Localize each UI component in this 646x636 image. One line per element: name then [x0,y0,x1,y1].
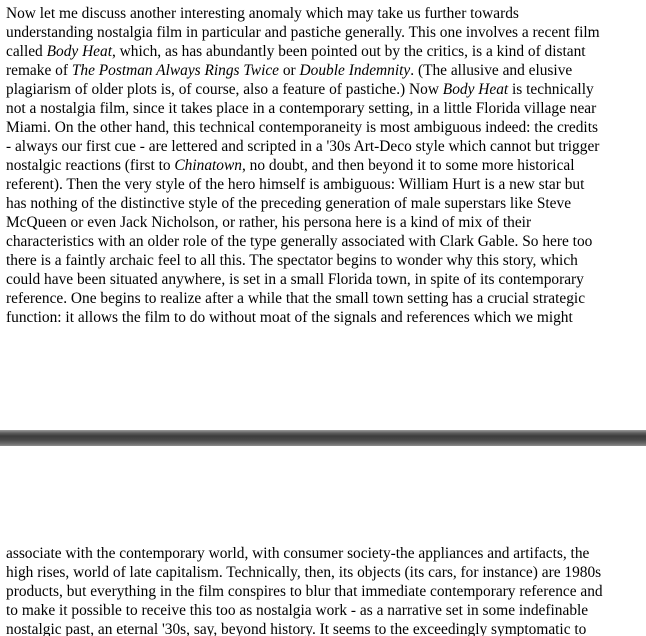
text-run: McQueen or even Jack Nicholson, or rather, his persona here is a kind of mix of their [6,214,532,231]
text-run: function: it allows the film to do without moat of the signals and references which we might [6,309,573,326]
document-page-2 [0,446,646,636]
text-run: , which, as has abundantly been pointed out by the critics, is a kind of distant [111,43,586,60]
italic-title: Body Heat [442,81,509,98]
text-line [6,118,642,137]
text-run: associate with the contemporary world, with consumer society-the appliances and artifacts, the [6,545,590,562]
text-run: could have been situated anywhere, is set in a small Florida town, in spite of its contemporary [6,271,584,288]
italic-title: Double Indemnity [299,62,411,79]
text-line [6,175,642,194]
italic-title: The Postman Always Rings Twice [71,62,280,79]
text-run: nostalgic reactions (first to [6,157,175,174]
text-line [6,42,642,61]
page-2-text-block [6,544,642,636]
text-run: high rises, world of late capitalism. Technically, then, its objects (its cars, for instance) are 1980s [6,564,602,581]
text-line [6,156,642,175]
page-separator [0,430,646,446]
text-line [6,270,642,289]
text-run: understanding nostalgia film in particular and pastiche generally. This one involves a recent film [6,24,600,41]
text-run: plagiarism of older plots is, of course, also a feature of pastiche.) Now [6,81,443,98]
text-run: referent). Then the very style of the hero himself is ambiguous: William Hurt is a new star but [6,176,585,193]
text-line [6,563,642,582]
text-run: called [6,43,47,60]
text-line [6,308,642,327]
text-line [6,80,642,99]
text-run: . (The allusive and elusive [410,62,573,79]
text-run: or [279,62,300,79]
text-line [6,213,642,232]
text-run: nostalgic past, an eternal '30s, say, beyond history. It seems to the exceedingly symptomatic to [6,621,587,636]
italic-title: Chinatown [174,157,242,174]
text-run: Miami. On the other hand, this technical contemporaneity is most ambiguous indeed: the credits [6,119,598,136]
text-run: Now let me discuss another interesting anomaly which may take us further towards [6,5,519,22]
text-line [6,194,642,213]
italic-title: Body Heat [46,43,112,60]
text-run: is technically [508,81,594,98]
text-line [6,23,642,42]
text-line [6,232,642,251]
text-run: not a nostalgia film, since it takes place in a contemporary setting, in a little Florida village near [6,100,597,117]
text-line [6,137,642,156]
text-run: there is a faintly archaic feel to all this. The spectator begins to wonder why this story, which [6,252,578,269]
text-run: - always our first cue - are lettered and scripted in a '30s Art-Deco style which cannot but trigger [6,138,600,155]
text-run: , no doubt, and then beyond it to some more historical [241,157,575,174]
text-line [6,4,642,23]
text-line [6,289,642,308]
text-run: remake of [6,62,72,79]
page-1-text-block [6,4,642,327]
text-line [6,582,642,601]
text-run: products, but everything in the film conspires to blur that immediate contemporary reference and [6,583,603,600]
text-run: characteristics with an older role of the type generally associated with Clark Gable. So here too [6,233,593,250]
text-line [6,61,642,80]
text-run: reference. One begins to realize after a while that the small town setting has a crucial strategic [6,290,586,307]
text-line [6,544,642,563]
text-run: to make it possible to receive this too as nostalgia work - as a narrative set in some indefinable [6,602,589,619]
text-line [6,251,642,270]
text-line [6,99,642,118]
text-line [6,620,642,636]
text-run: has nothing of the distinctive style of the preceding generation of male superstars like Steve [6,195,572,212]
text-line [6,601,642,620]
